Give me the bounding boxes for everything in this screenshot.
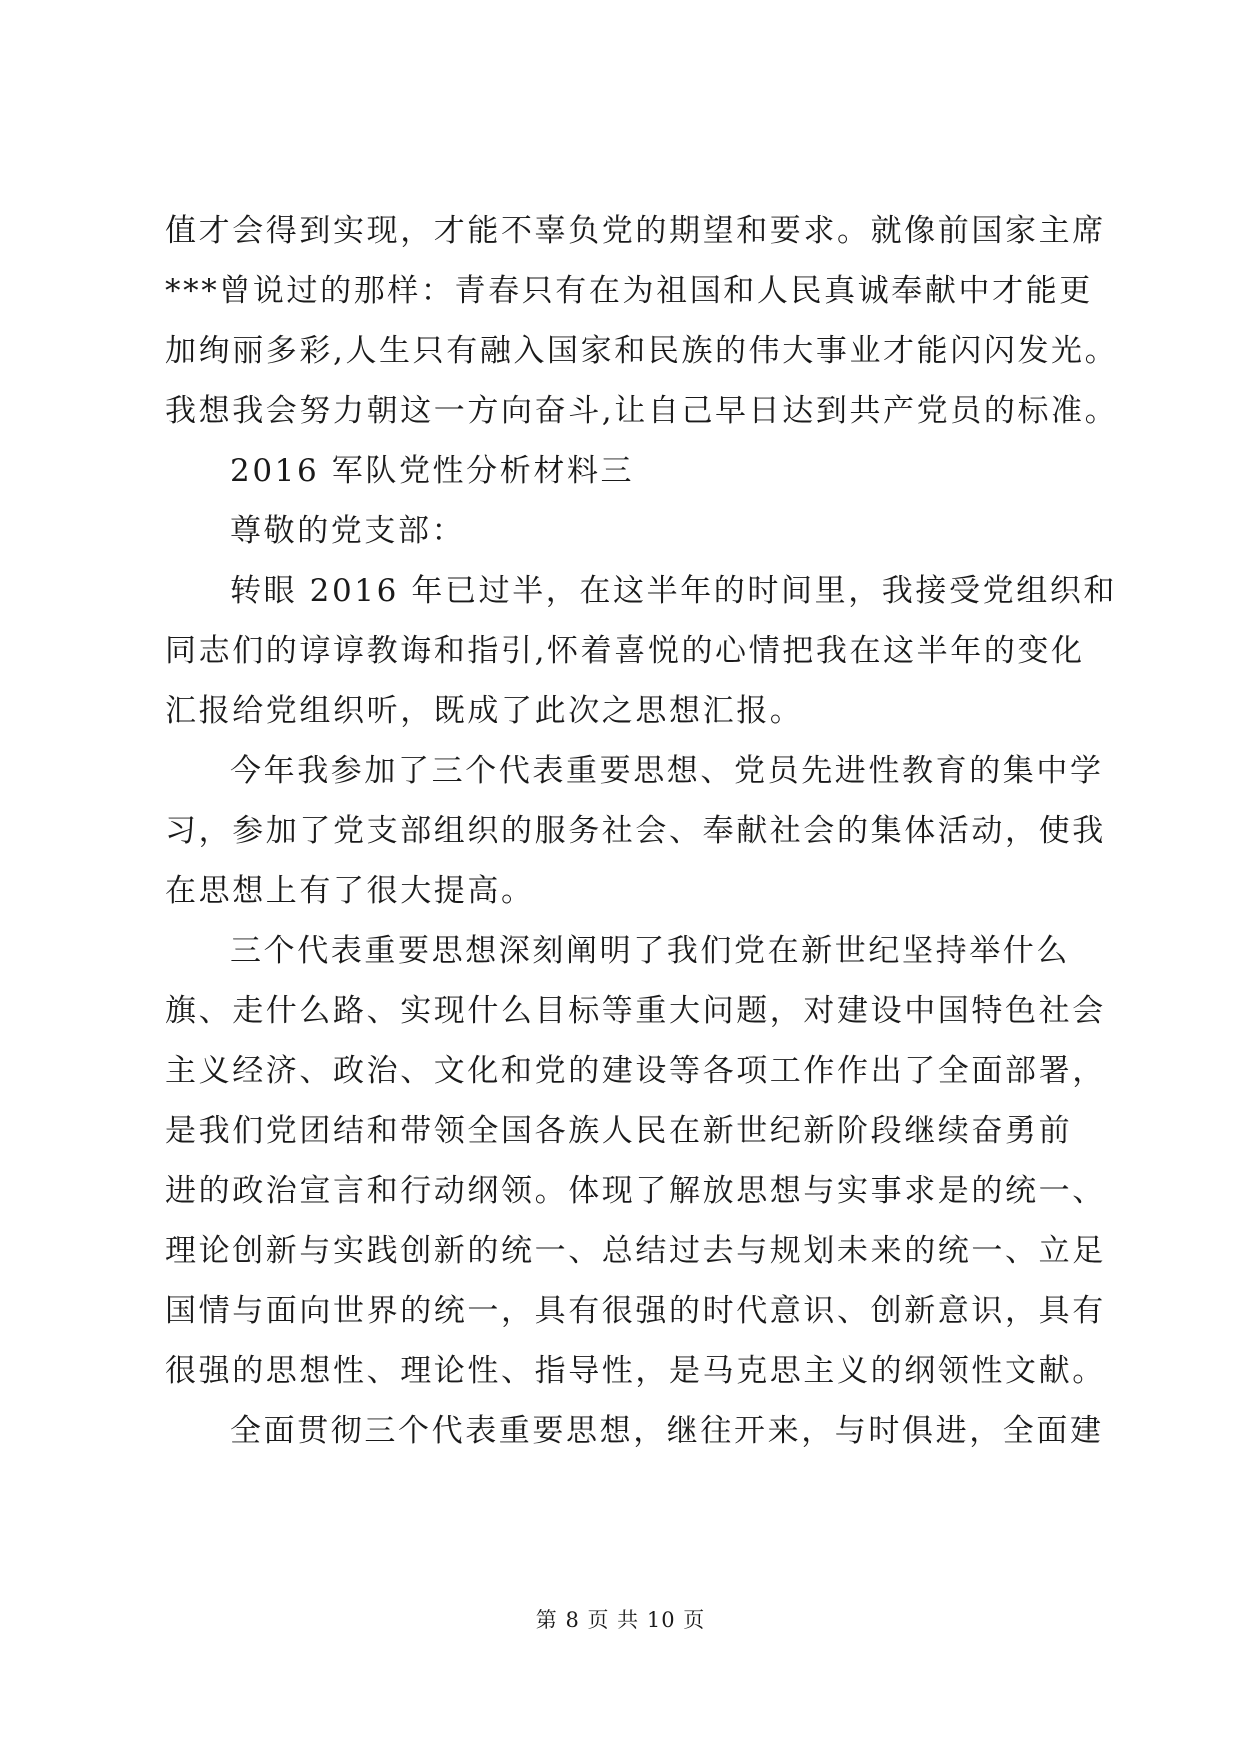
- text-line: 旗、走什么路、实现什么目标等重大问题，对建设中国特色社会: [165, 993, 1106, 1029]
- text-line: ***曾说过的那样：青春只有在为祖国和人民真诚奉献中才能更: [165, 273, 1093, 309]
- text-line: 加绚丽多彩,人生只有融入国家和民族的伟大事业才能闪闪发光。: [165, 333, 1119, 369]
- text-line: 转眼 2016 年已过半，在这半年的时间里，我接受党组织和: [230, 573, 1117, 609]
- text-line: 是我们党团结和带领全国各族人民在新世纪新阶段继续奋勇前: [165, 1113, 1073, 1149]
- text-line: 值才会得到实现，才能不辜负党的期望和要求。就像前国家主席: [165, 213, 1106, 249]
- text-line: 全面贯彻三个代表重要思想，继往开来，与时俱进，全面建: [230, 1413, 1104, 1449]
- text-line: 习，参加了党支部组织的服务社会、奉献社会的集体活动，使我: [165, 813, 1106, 849]
- text-line: 在思想上有了很大提高。: [165, 873, 535, 909]
- text-line: 三个代表重要思想深刻阐明了我们党在新世纪坚持举什么: [230, 933, 1070, 969]
- text-line: 今年我参加了三个代表重要思想、党员先进性教育的集中学: [230, 753, 1104, 789]
- text-line: 进的政治宣言和行动纲领。体现了解放思想与实事求是的统一、: [165, 1173, 1106, 1209]
- text-line: 同志们的谆谆教诲和指引,怀着喜悦的心情把我在这半年的变化: [165, 633, 1085, 669]
- text-line: 汇报给党组织听，既成了此次之思想汇报。: [165, 693, 804, 729]
- text-line: 国情与面向世界的统一，具有很强的时代意识、创新意识，具有: [165, 1293, 1106, 1329]
- text-line: 理论创新与实践创新的统一、总结过去与规划未来的统一、立足: [165, 1233, 1106, 1269]
- text-line: 很强的思想性、理论性、指导性，是马克思主义的纲领性文献。: [165, 1353, 1106, 1389]
- salutation: 尊敬的党支部：: [230, 513, 466, 549]
- text-line: 我想我会努力朝这一方向奋斗,让自己早日达到共产党员的标准。: [165, 393, 1119, 429]
- section-title: 2016 军队党性分析材料三: [230, 453, 635, 489]
- page-number-footer: 第 8 页 共 10 页: [535, 1608, 706, 1632]
- text-line: 主义经济、政治、文化和党的建设等各项工作作出了全面部署，: [165, 1053, 1106, 1089]
